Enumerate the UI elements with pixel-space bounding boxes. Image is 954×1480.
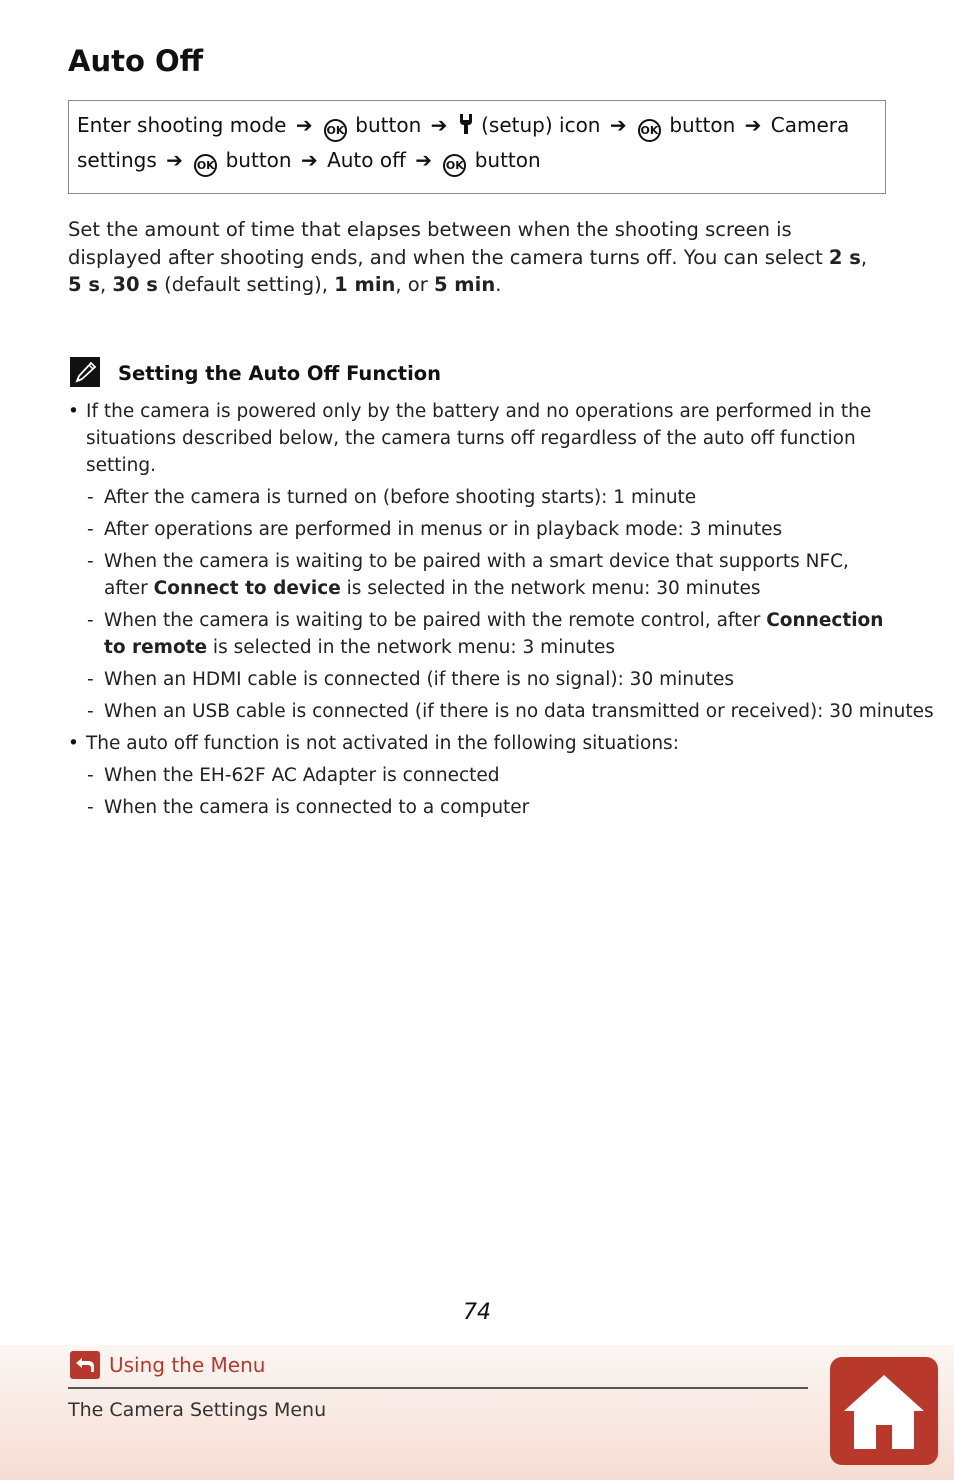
option-5min: 5 min [433,273,496,296]
sub-item-text: When the camera is waiting to be paired with a smart device that supports NFC, after [104,551,849,599]
intro-text: Set the amount of time that elapses between when the shooting screen is displayed after shooting ends, and when the camera turns off. You can select [68,218,829,269]
home-icon [840,1369,928,1453]
note-list [68,398,934,826]
arrow-icon: ➔ [300,148,318,172]
menu-item-connect-to-device: Connect to device [153,578,341,599]
note-pencil-icon [70,357,100,387]
bullet-item: • If the camera is powered only by the battery and no operations are performed in the situations described below, the camera turns off regardless of the auto off function setting. [68,398,888,479]
intro-paragraph [68,216,883,299]
sub-item: - After operations are performed in menus or in playback mode: 3 minutes [68,516,888,543]
ok-button-icon: OK [443,154,466,177]
path-step-shooting-mode: Enter shooting mode [77,113,287,137]
bullet-item: • The auto off function is not activated in the following situations: [68,730,888,757]
sub-item-text: is selected in the network menu: 3 minutes [207,637,616,658]
back-arrow-icon [70,1351,100,1379]
sub-item: - After the camera is turned on (before shooting starts): 1 minute [68,484,888,511]
arrow-icon: ➔ [415,148,432,172]
option-5s: 5 s [68,273,100,296]
back-link-label[interactable]: Using the Menu [109,1353,266,1377]
footer [0,1345,954,1480]
separator: , [99,273,113,296]
arrow-icon: ➔ [166,148,183,172]
arrow-icon: ➔ [609,113,627,137]
intro-text: (default setting), [157,273,335,296]
note-title: Setting the Auto Off Function [118,362,442,385]
page-title: Auto Off [68,44,204,78]
option-2s: 2 s [828,245,861,269]
sub-item [68,607,888,661]
ok-button-icon: OK [194,154,217,177]
path-step-button: button [669,113,736,137]
page-number: 74 [463,1300,491,1325]
separator: , [860,245,868,269]
note-header [70,357,885,389]
sub-item: - When an HDMI cable is connected (if there is no signal): 30 minutes [68,666,888,693]
intro-text: , or [395,273,434,296]
path-step-auto-off: Auto off [327,148,406,172]
ok-button-icon: OK [638,119,661,142]
path-step-settings: settings [77,148,157,172]
sub-item-text: is selected in the network menu: 30 minutes [340,578,761,599]
arrow-icon: ➔ [430,113,448,137]
ok-button-icon: OK [324,119,347,142]
option-1min: 1 min [334,273,396,296]
path-step-camera: Camera [770,113,850,137]
sub-item [68,548,888,602]
home-button[interactable] [830,1357,938,1465]
breadcrumb: The Camera Settings Menu [68,1399,327,1421]
sub-item: - When the camera is connected to a computer [68,794,888,821]
option-30s: 30 s [112,273,158,296]
path-step-setup: (setup) icon [481,113,601,137]
sub-item: - When the EH-62F AC Adapter is connected [68,762,888,789]
sub-item-text: When the camera is waiting to be paired with the remote control, after [104,610,767,631]
footer-divider [68,1387,808,1389]
arrow-icon: ➔ [295,113,313,137]
menu-path-box [68,100,886,194]
path-step-button: button [225,148,292,172]
path-step-button: button [474,148,541,172]
path-step-button: button [355,113,422,137]
back-link-using-the-menu[interactable] [70,1350,265,1380]
sub-item: - When an USB cable is connected (if there is no data transmitted or received): 30 minutes [68,698,888,725]
menu-item-connection-to-remote: Connection to remote [104,610,884,658]
arrow-icon: ➔ [744,113,762,137]
setup-wrench-icon [459,112,473,144]
intro-text: . [495,273,502,296]
